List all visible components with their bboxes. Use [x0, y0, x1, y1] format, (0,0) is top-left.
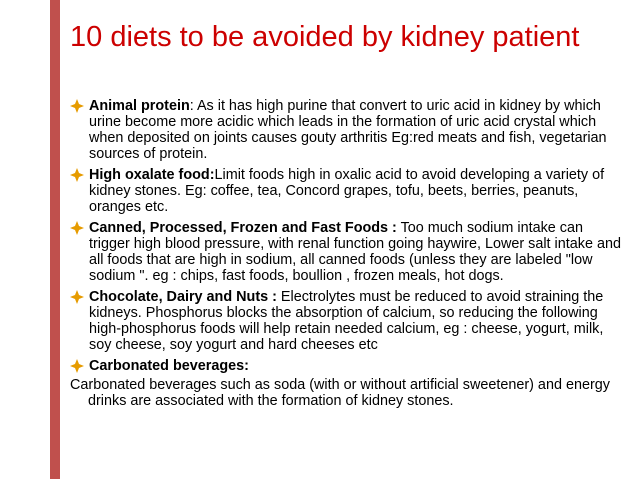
- diamond-bullet-icon: [70, 221, 84, 235]
- bullet-text: Electrolytes must be reduced to avoid straining the kidneys. Phosphorus blocks the absorption of calcium, so reducing the following high-phosphorus foods will help retain needed calcium, eg : cheese, yogurt, milk, soy cheese, soy yogurt and hard cheeses etc: [89, 289, 604, 353]
- bullet-item: [70, 289, 622, 353]
- bullet-text: Limit foods high in oxalic acid to avoid developing a variety of kidney stones. Eg: coffee, tea, Concord grapes, tofu, beets, berries, peanuts, oranges etc.: [89, 167, 605, 215]
- bullet-heading: Carbonated beverages:: [89, 358, 249, 374]
- closing-paragraph: Carbonated beverages such as soda (with or without artificial sweetener) and energy drinks are associated with the formation of kidney stones.: [70, 377, 610, 409]
- bullet-item: [70, 358, 622, 374]
- diamond-bullet-icon: [70, 99, 84, 113]
- bullet-text: : As it has high purine that convert to uric acid in kidney by which urine become more acidic which leads in the formation of uric acid crystal which when deposited on joints causes gouty arthritis Eg:red meats and fish, vegetarian sources of protein.: [89, 98, 607, 162]
- diamond-bullet-icon: [70, 168, 84, 182]
- bullet-heading: High oxalate food:: [89, 167, 215, 183]
- bullet-text: Too much sodium intake can trigger high blood pressure, with renal function going haywire, Lower salt intake and all foods that are high in sodium, all canned foods (unless they are labeled "low sodium ". eg : chips, fast foods, boullion , frozen meals, hot dogs.: [89, 220, 621, 284]
- bullet-item: [70, 220, 622, 284]
- bullet-item: [70, 98, 622, 162]
- diamond-bullet-icon: [70, 359, 84, 373]
- slide-content: [70, 98, 622, 409]
- bullet-item: [70, 167, 622, 215]
- bullet-heading: Chocolate, Dairy and Nuts :: [89, 289, 277, 305]
- accent-bar: [50, 0, 60, 479]
- slide-title: 10 diets to be avoided by kidney patient: [70, 21, 580, 53]
- bullet-heading: Animal protein: [89, 98, 190, 114]
- diamond-bullet-icon: [70, 290, 84, 304]
- bullet-heading: Canned, Processed, Frozen and Fast Foods :: [89, 220, 397, 236]
